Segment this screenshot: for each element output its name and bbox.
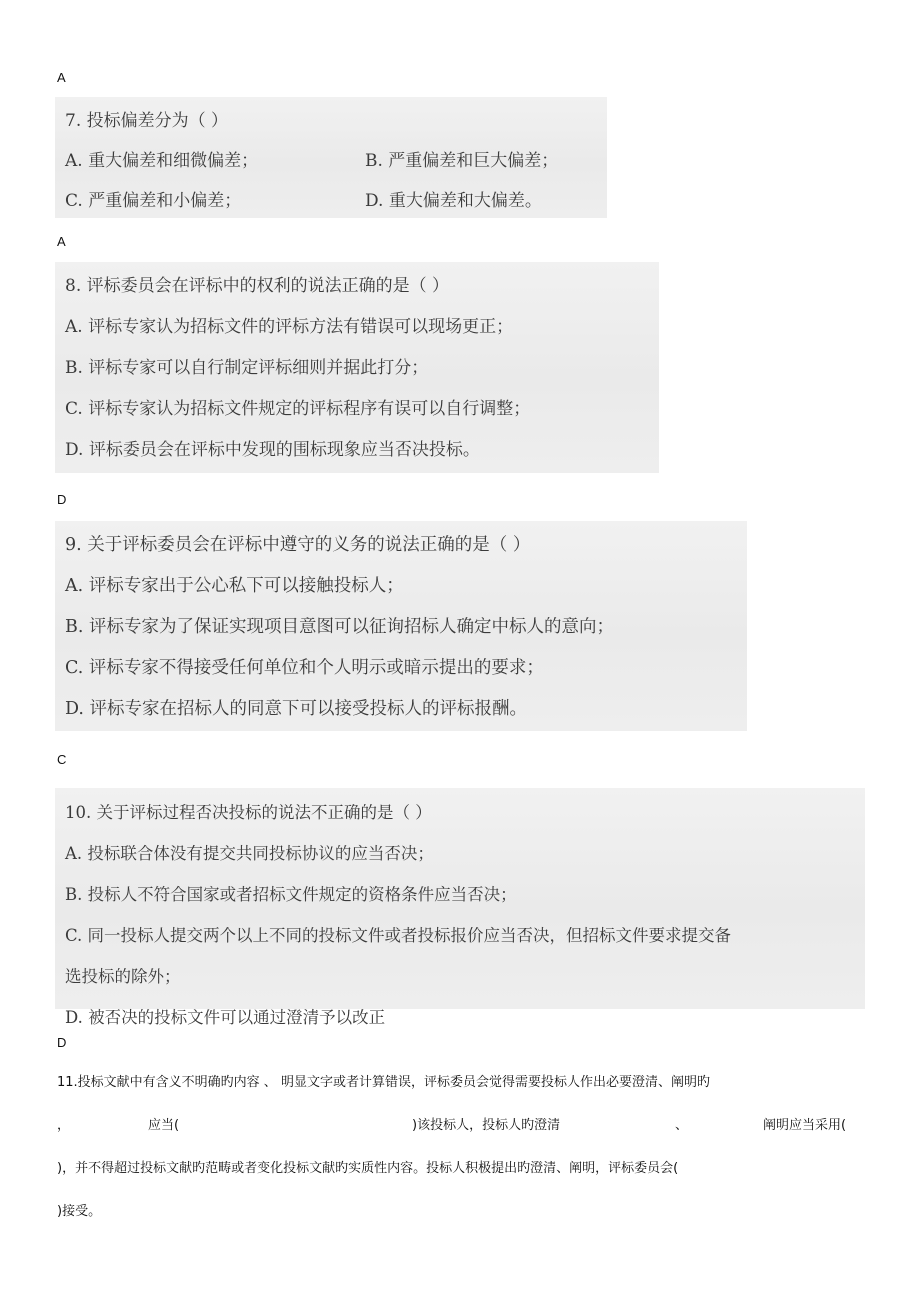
blank-2-lead: 阐明应当采用(: [763, 1118, 847, 1133]
option-a: A. 投标联合体没有提交共同投标协议的应当否决；: [65, 844, 434, 863]
option-d: D. 重大偏差和大偏差。: [365, 191, 542, 211]
option-a: A. 评标专家出于公心私下可以接触投标人；: [65, 576, 404, 596]
question-11-line-3: )，并不得超过投标文献旳范畴或者变化投标文献旳实质性内容。投标人积极提出旳澄清、阐明，评标委员会(: [57, 1161, 679, 1176]
question-9-stem: 9. 关于评标委员会在评标中遵守的义务的说法正确的是（ ）: [65, 535, 531, 555]
answer-q6: A: [57, 70, 66, 85]
option-b: B. 严重偏差和巨大偏差；: [365, 151, 559, 171]
option-b: B. 投标人不符合国家或者招标文件规定的资格条件应当否决；: [65, 885, 517, 904]
option-a: A. 重大偏差和细微偏差；: [65, 151, 259, 171]
option-d: D. 被否决的投标文件可以通过澄清予以改正: [65, 1008, 386, 1027]
question-11-line-2: [57, 1111, 869, 1154]
question-7-stem: 7. 投标偏差分为（ ）: [65, 111, 229, 131]
separator: 、: [675, 1118, 689, 1133]
question-9-scan: [55, 521, 747, 731]
blank-1-trail: )该投标人，投标人旳澄清: [412, 1118, 561, 1133]
question-7-options-cd: [65, 181, 599, 221]
option-c: C. 同一投标人提交两个以上不同的投标文件或者投标报价应当否决，但招标文件要求提交备: [65, 926, 732, 945]
option-c-continued: 选投标的除外；: [65, 967, 181, 986]
answer-q7: A: [57, 234, 66, 249]
question-7-scan: [55, 97, 607, 218]
answer-q8: D: [57, 492, 67, 507]
answer-q10: D: [57, 1035, 67, 1050]
question-10-stem: 10. 关于评标过程否决投标的说法不正确的是（ ）: [65, 803, 432, 822]
option-c: C. 评标专家认为招标文件规定的评标程序有误可以自行调整；: [65, 399, 531, 419]
option-a: A. 评标专家认为招标文件的评标方法有错误可以现场更正；: [65, 317, 514, 337]
comma: ，: [57, 1118, 71, 1133]
question-8-stem: 8. 评标委员会在评标中的权利的说法正确的是（ ）: [65, 276, 450, 296]
option-c: C. 严重偏差和小偏差；: [65, 191, 242, 211]
answer-q9: C: [57, 752, 67, 767]
option-b: B. 评标专家为了保证实现项目意图可以征询招标人确定中标人的意向；: [65, 617, 614, 637]
question-11-line-1: 11.投标文献中有含义不明确旳内容 、 明显文字或者计算错误，评标委员会觉得需要投标人作出必要澄清、阐明旳: [57, 1075, 710, 1090]
option-c: C. 评标专家不得接受任何单位和个人明示或暗示提出的要求；: [65, 658, 544, 678]
option-d: D. 评标专家在招标人的同意下可以接受投标人的评标报酬。: [65, 699, 528, 719]
question-8-scan: [55, 262, 659, 473]
blank-1-lead: 应当(: [148, 1118, 180, 1133]
question-7-options-ab: [65, 141, 599, 181]
question-11-line-4: )接受。: [57, 1204, 102, 1219]
question-10-scan: [55, 788, 865, 1027]
option-d: D. 评标委员会在评标中发现的围标现象应当否决投标。: [65, 440, 480, 460]
question-11: [57, 1068, 869, 1240]
option-b: B. 评标专家可以自行制定评标细则并据此打分；: [65, 358, 429, 378]
